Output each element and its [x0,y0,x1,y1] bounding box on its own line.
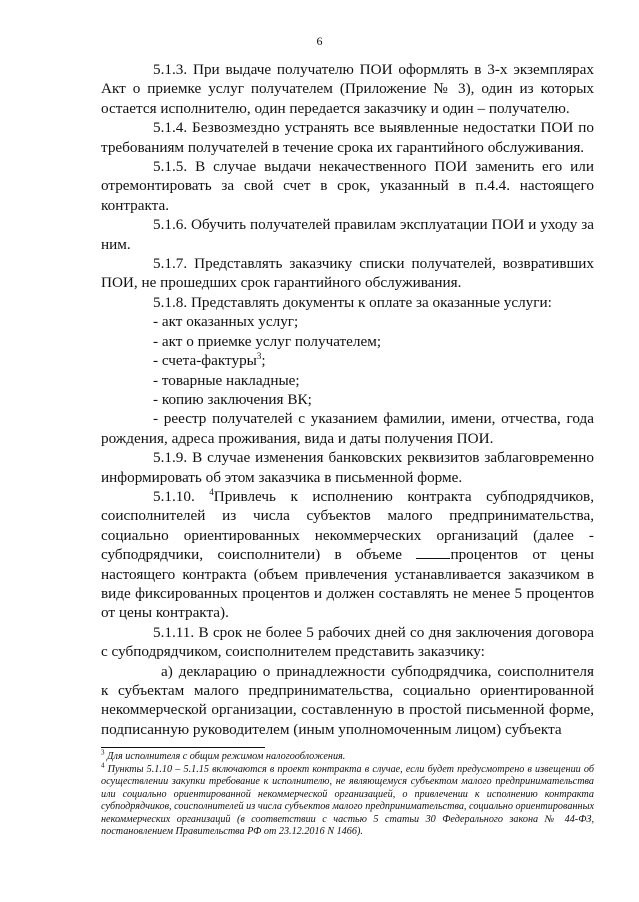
clause-5-1-10-number: 5.1.10. [153,487,195,505]
footnote-4 [101,761,594,839]
footnote-3 [101,748,594,764]
list-item-invoices-tail: ; [261,352,266,370]
footnote-3-text: Для исполнителя с общим режимом налогообложения. [107,751,346,762]
footnote-4-mark: 4 [101,761,105,770]
list-item-registry: - реестр получателей с указанием фамилии, имени, отчества, года рождения, адреса проживания, вида и даты получения ПОИ. [101,410,594,447]
list-item-act-acceptance: - акт о приемке услуг получателем; [153,332,382,350]
clause-5-1-11: 5.1.11. В срок не более 5 рабочих дней со дня заключения договора с субподрядчиком, соисполнителем представить заказчику: [101,623,594,661]
footnote-separator [101,747,265,748]
list-item-invoices-text: - счета-фактуры [153,352,257,370]
list-item-waybills: - товарные накладные; [153,371,300,389]
footnote-ref-4: 4 [209,486,214,497]
percent-blank-field [416,545,450,559]
footnote-4-text: Пункты 5.1.10 – 5.1.15 включаются в проект контракта в случае, если будет предусмотрено в извещении об осуществлении закупки требование к исполнителю, не являющемуся субъектом малого предпринимательства или социально ориентированной некоммерческой организацией, о привлечении к исполнению контракта субподрядчиков, соисполнителей из числа субъектов малого предпринимательства, социально ориентированных некоммерческих организаций (в соответствии с частью 5 статьи 30 Федерального закона № 44-ФЗ, постановлением Правительства РФ от 23.12.2016 N 1466). [101,763,594,837]
clause-5-1-3: 5.1.3. При выдаче получателю ПОИ оформлять в 3-х экземплярах Акт о приемке услуг получателем (Приложение № 3), один из которых остается исполнителю, один передается заказчику и один – получателю. [101,61,594,117]
list-item-vk-conclusion: - копию заключения ВК; [153,390,312,408]
footnote-3-mark: 3 [101,748,105,757]
clause-5-1-5: 5.1.5. В случае выдачи некачественного ПОИ заменить его или отремонтировать за свой счет в срок, указанный в п.4.4. настоящего контракта. [101,158,594,214]
clause-5-1-10 [101,487,594,623]
list-item-invoices [101,351,594,370]
clause-5-1-11-a: а) декларацию о принадлежности субподрядчика, соисполнителя к субъектам малого предпринимательства, социально ориентированной некоммерческой организации, составленную в простой письменной форме, подписанную руководителем (иным уполномоченным лицом) субъекта [101,662,594,738]
clause-5-1-4: 5.1.4. Безвозмездно устранять все выявленные недостатки ПОИ по требованиям получателей в течение срока их гарантийного обслуживания. [101,119,594,156]
list-item-act-services: - акт оказанных услуг; [153,313,299,331]
page-number: 6 [316,34,323,48]
clause-5-1-6: 5.1.6. Обучить получателей правилам эксплуатации ПОИ и уходу за ним. [101,216,594,253]
footnote-ref-3: 3 [256,351,262,362]
clause-5-1-10-text-2: процентов от цены настоящего контракта (объем привлечения устанавливается заказчиком в виде фиксированных процентов и должен составлять не менее 5 процентов от цены контракта). [101,546,594,622]
document-body [101,60,594,739]
footnotes [101,748,594,839]
clause-5-1-10-text-1: Привлечь к исполнению контракта субподрядчиков, соисполнителей из числа субъектов малого предпринимательства, социально ориентированных некоммерческих организаций (далее - субподрядчики, соисполнители) в объеме [101,487,595,564]
clause-5-1-9: 5.1.9. В случае изменения банковских реквизитов заблаговременно информировать об этом заказчика в письменной форме. [101,449,594,486]
clause-5-1-7: 5.1.7. Представлять заказчику списки получателей, возвративших ПОИ, не прошедших срок гарантийного обслуживания. [101,255,594,292]
clause-5-1-8: 5.1.8. Представлять документы к оплате за оказанные услуги: [153,293,552,311]
